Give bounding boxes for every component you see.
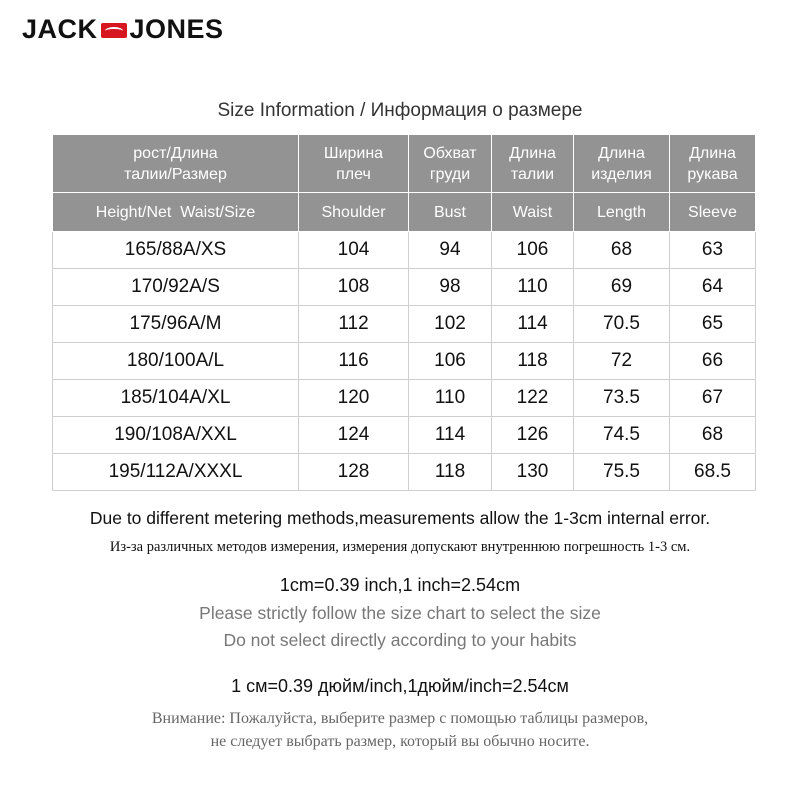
measurement-cell: 130 — [492, 454, 574, 491]
size-label-cell: 175/96A/M — [53, 306, 299, 343]
flag-logo-icon — [101, 19, 127, 41]
header-en-cell: Shoulder — [299, 193, 409, 232]
measurement-cell: 70.5 — [574, 306, 670, 343]
table-row — [53, 343, 756, 380]
header-en-cell: Bust — [409, 193, 492, 232]
measurement-cell: 124 — [299, 417, 409, 454]
measurement-cell: 110 — [409, 380, 492, 417]
measurement-cell: 98 — [409, 269, 492, 306]
header-en-cell: Sleeve — [670, 193, 756, 232]
header-ru-cell: Обхват груди — [409, 135, 492, 193]
header-en-cell: Waist — [492, 193, 574, 232]
conversion-note-ru: 1 см=0.39 дюйм/inch,1дюйм/inch=2.54см — [231, 676, 569, 696]
measurement-cell: 73.5 — [574, 380, 670, 417]
header-ru-cell: Ширина плеч — [299, 135, 409, 193]
measurement-cell: 118 — [492, 343, 574, 380]
size-table — [52, 134, 756, 491]
warning-line-2: не следует выбрать размер, который вы обычно носите. — [210, 733, 590, 750]
size-label-cell: 190/108A/XXL — [53, 417, 299, 454]
measurement-cell: 122 — [492, 380, 574, 417]
measurement-cell: 106 — [409, 343, 492, 380]
measurement-cell: 74.5 — [574, 417, 670, 454]
measurement-cell: 94 — [409, 232, 492, 269]
measurement-cell: 120 — [299, 380, 409, 417]
measurement-cell: 102 — [409, 306, 492, 343]
measurement-cell: 65 — [670, 306, 756, 343]
measurement-cell: 63 — [670, 232, 756, 269]
table-row — [53, 454, 756, 491]
table-row — [53, 306, 756, 343]
measurement-cell: 126 — [492, 417, 574, 454]
size-label-cell: 185/104A/XL — [53, 380, 299, 417]
measurement-cell: 106 — [492, 232, 574, 269]
measurement-cell: 67 — [670, 380, 756, 417]
header-en-cell: Height/Net Waist/Size — [53, 193, 299, 232]
conversion-note-en: 1cm=0.39 inch,1 inch=2.54cm — [279, 575, 521, 595]
brand-name-left: JACK — [22, 14, 98, 44]
measurement-cell: 68 — [670, 417, 756, 454]
brand-logo — [22, 14, 224, 45]
warning-line-1: Внимание: Пожалуйста, выберите размер с помощью таблицы размеров, — [151, 710, 649, 727]
measurement-cell: 64 — [670, 269, 756, 306]
header-ru-cell: Длина талии — [492, 135, 574, 193]
table-row — [53, 380, 756, 417]
table-body — [53, 232, 756, 491]
size-label-cell: 165/88A/XS — [53, 232, 299, 269]
header-en-cell: Length — [574, 193, 670, 232]
measurement-cell: 108 — [299, 269, 409, 306]
measurement-cell: 112 — [299, 306, 409, 343]
header-ru-cell: Длина изделия — [574, 135, 670, 193]
page-title: Size Information / Информация о размере — [217, 100, 583, 121]
follow-chart-note: Please strictly follow the size chart to select the size — [199, 603, 601, 623]
measurement-cell: 68 — [574, 232, 670, 269]
size-label-cell: 180/100A/L — [53, 343, 299, 380]
brand-name-right: JONES — [129, 14, 224, 44]
measurement-cell: 114 — [492, 306, 574, 343]
table-row — [53, 417, 756, 454]
measurement-cell: 75.5 — [574, 454, 670, 491]
measurement-cell: 128 — [299, 454, 409, 491]
error-note-ru: Из-за различных методов измерения, измерения допускают внутреннюю погрешность 1-3 см. — [109, 539, 691, 555]
table-row — [53, 269, 756, 306]
no-habits-note: Do not select directly according to your habits — [223, 630, 577, 650]
error-note-en: Due to different metering methods,measurements allow the 1-3cm internal error. — [89, 508, 711, 528]
size-label-cell: 170/92A/S — [53, 269, 299, 306]
size-label-cell: 195/112A/XXXL — [53, 454, 299, 491]
header-ru-cell: Длина рукава — [670, 135, 756, 193]
measurement-cell: 116 — [299, 343, 409, 380]
table-header-en — [53, 193, 756, 232]
measurement-cell: 66 — [670, 343, 756, 380]
measurement-cell: 110 — [492, 269, 574, 306]
measurement-cell: 68.5 — [670, 454, 756, 491]
table-row — [53, 232, 756, 269]
header-ru-cell: рост/Длина талии/Размер — [53, 135, 299, 193]
measurement-cell: 69 — [574, 269, 670, 306]
measurement-cell: 72 — [574, 343, 670, 380]
table-header-ru — [53, 135, 756, 193]
measurement-cell: 114 — [409, 417, 492, 454]
measurement-cell: 118 — [409, 454, 492, 491]
measurement-cell: 104 — [299, 232, 409, 269]
warning-note-ru — [0, 707, 800, 753]
